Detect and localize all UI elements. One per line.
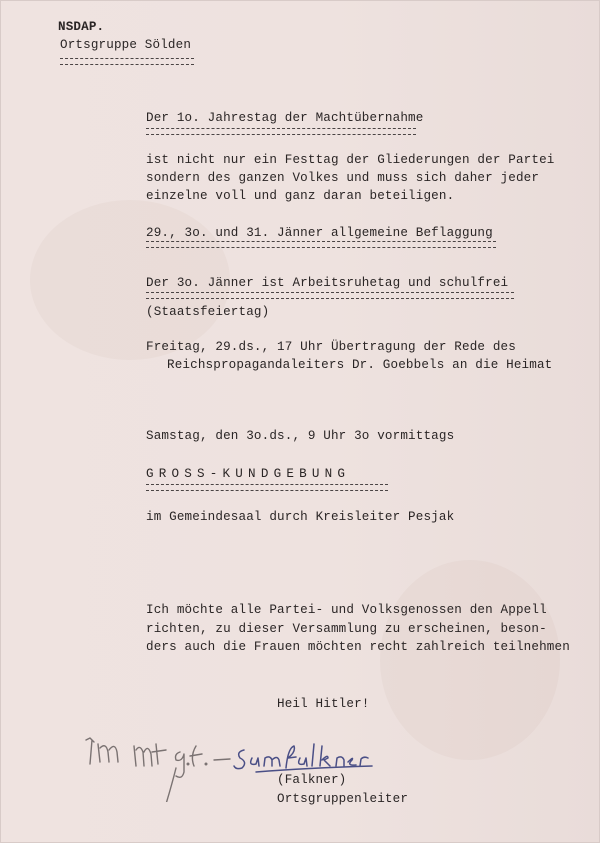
- friday-line: Reichspropagandaleiters Dr. Goebbels an die Heimat: [167, 358, 553, 372]
- double-underline: [146, 484, 388, 491]
- group-name: Ortsgruppe Sölden: [60, 38, 192, 52]
- paper-stain: [380, 560, 560, 760]
- signer-title: Ortsgruppenleiter: [277, 792, 409, 806]
- paragraph-line: einzelne voll und ganz daran beteiligen.: [146, 189, 455, 203]
- double-underline: [146, 241, 496, 248]
- friday-line: Freitag, 29.ds., 17 Uhr Übertragung der Rede des: [146, 340, 516, 354]
- holiday-note: (Staatsfeiertag): [146, 305, 270, 319]
- appeal-line: richten, zu dieser Versammlung zu erscheinen, beson-: [146, 622, 547, 636]
- heading-flags: 29., 3o. und 31. Jänner allgemeine Beflaggung: [146, 226, 493, 240]
- handwritten-signature: [76, 722, 376, 802]
- appeal-line: Ich möchte alle Partei- und Volksgenossen den Appell: [146, 603, 547, 617]
- rally-heading: GROSS-KUNDGEBUNG: [146, 467, 351, 481]
- heading-holiday: Der 3o. Jänner ist Arbeitsruhetag und schulfrei: [146, 276, 509, 290]
- paragraph-line: sondern des ganzen Volkes und muss sich daher jeder: [146, 171, 540, 185]
- paragraph-line: ist nicht nur ein Festtag der Gliederungen der Partei: [146, 153, 555, 167]
- double-underline: [146, 128, 416, 135]
- double-underline: [60, 58, 194, 65]
- appeal-line: ders auch die Frauen möchten recht zahlreich teilnehmen: [146, 640, 570, 654]
- heading-anniversary: Der 1o. Jahrestag der Machtübernahme: [146, 111, 424, 125]
- org-name: NSDAP.: [58, 20, 105, 34]
- rally-place: im Gemeindesaal durch Kreisleiter Pesjak: [146, 510, 455, 524]
- saturday-line: Samstag, den 3o.ds., 9 Uhr 3o vormittags: [146, 429, 455, 443]
- signer-name: (Falkner): [277, 773, 347, 787]
- closing-salute: Heil Hitler!: [277, 697, 370, 711]
- double-underline: [146, 292, 514, 299]
